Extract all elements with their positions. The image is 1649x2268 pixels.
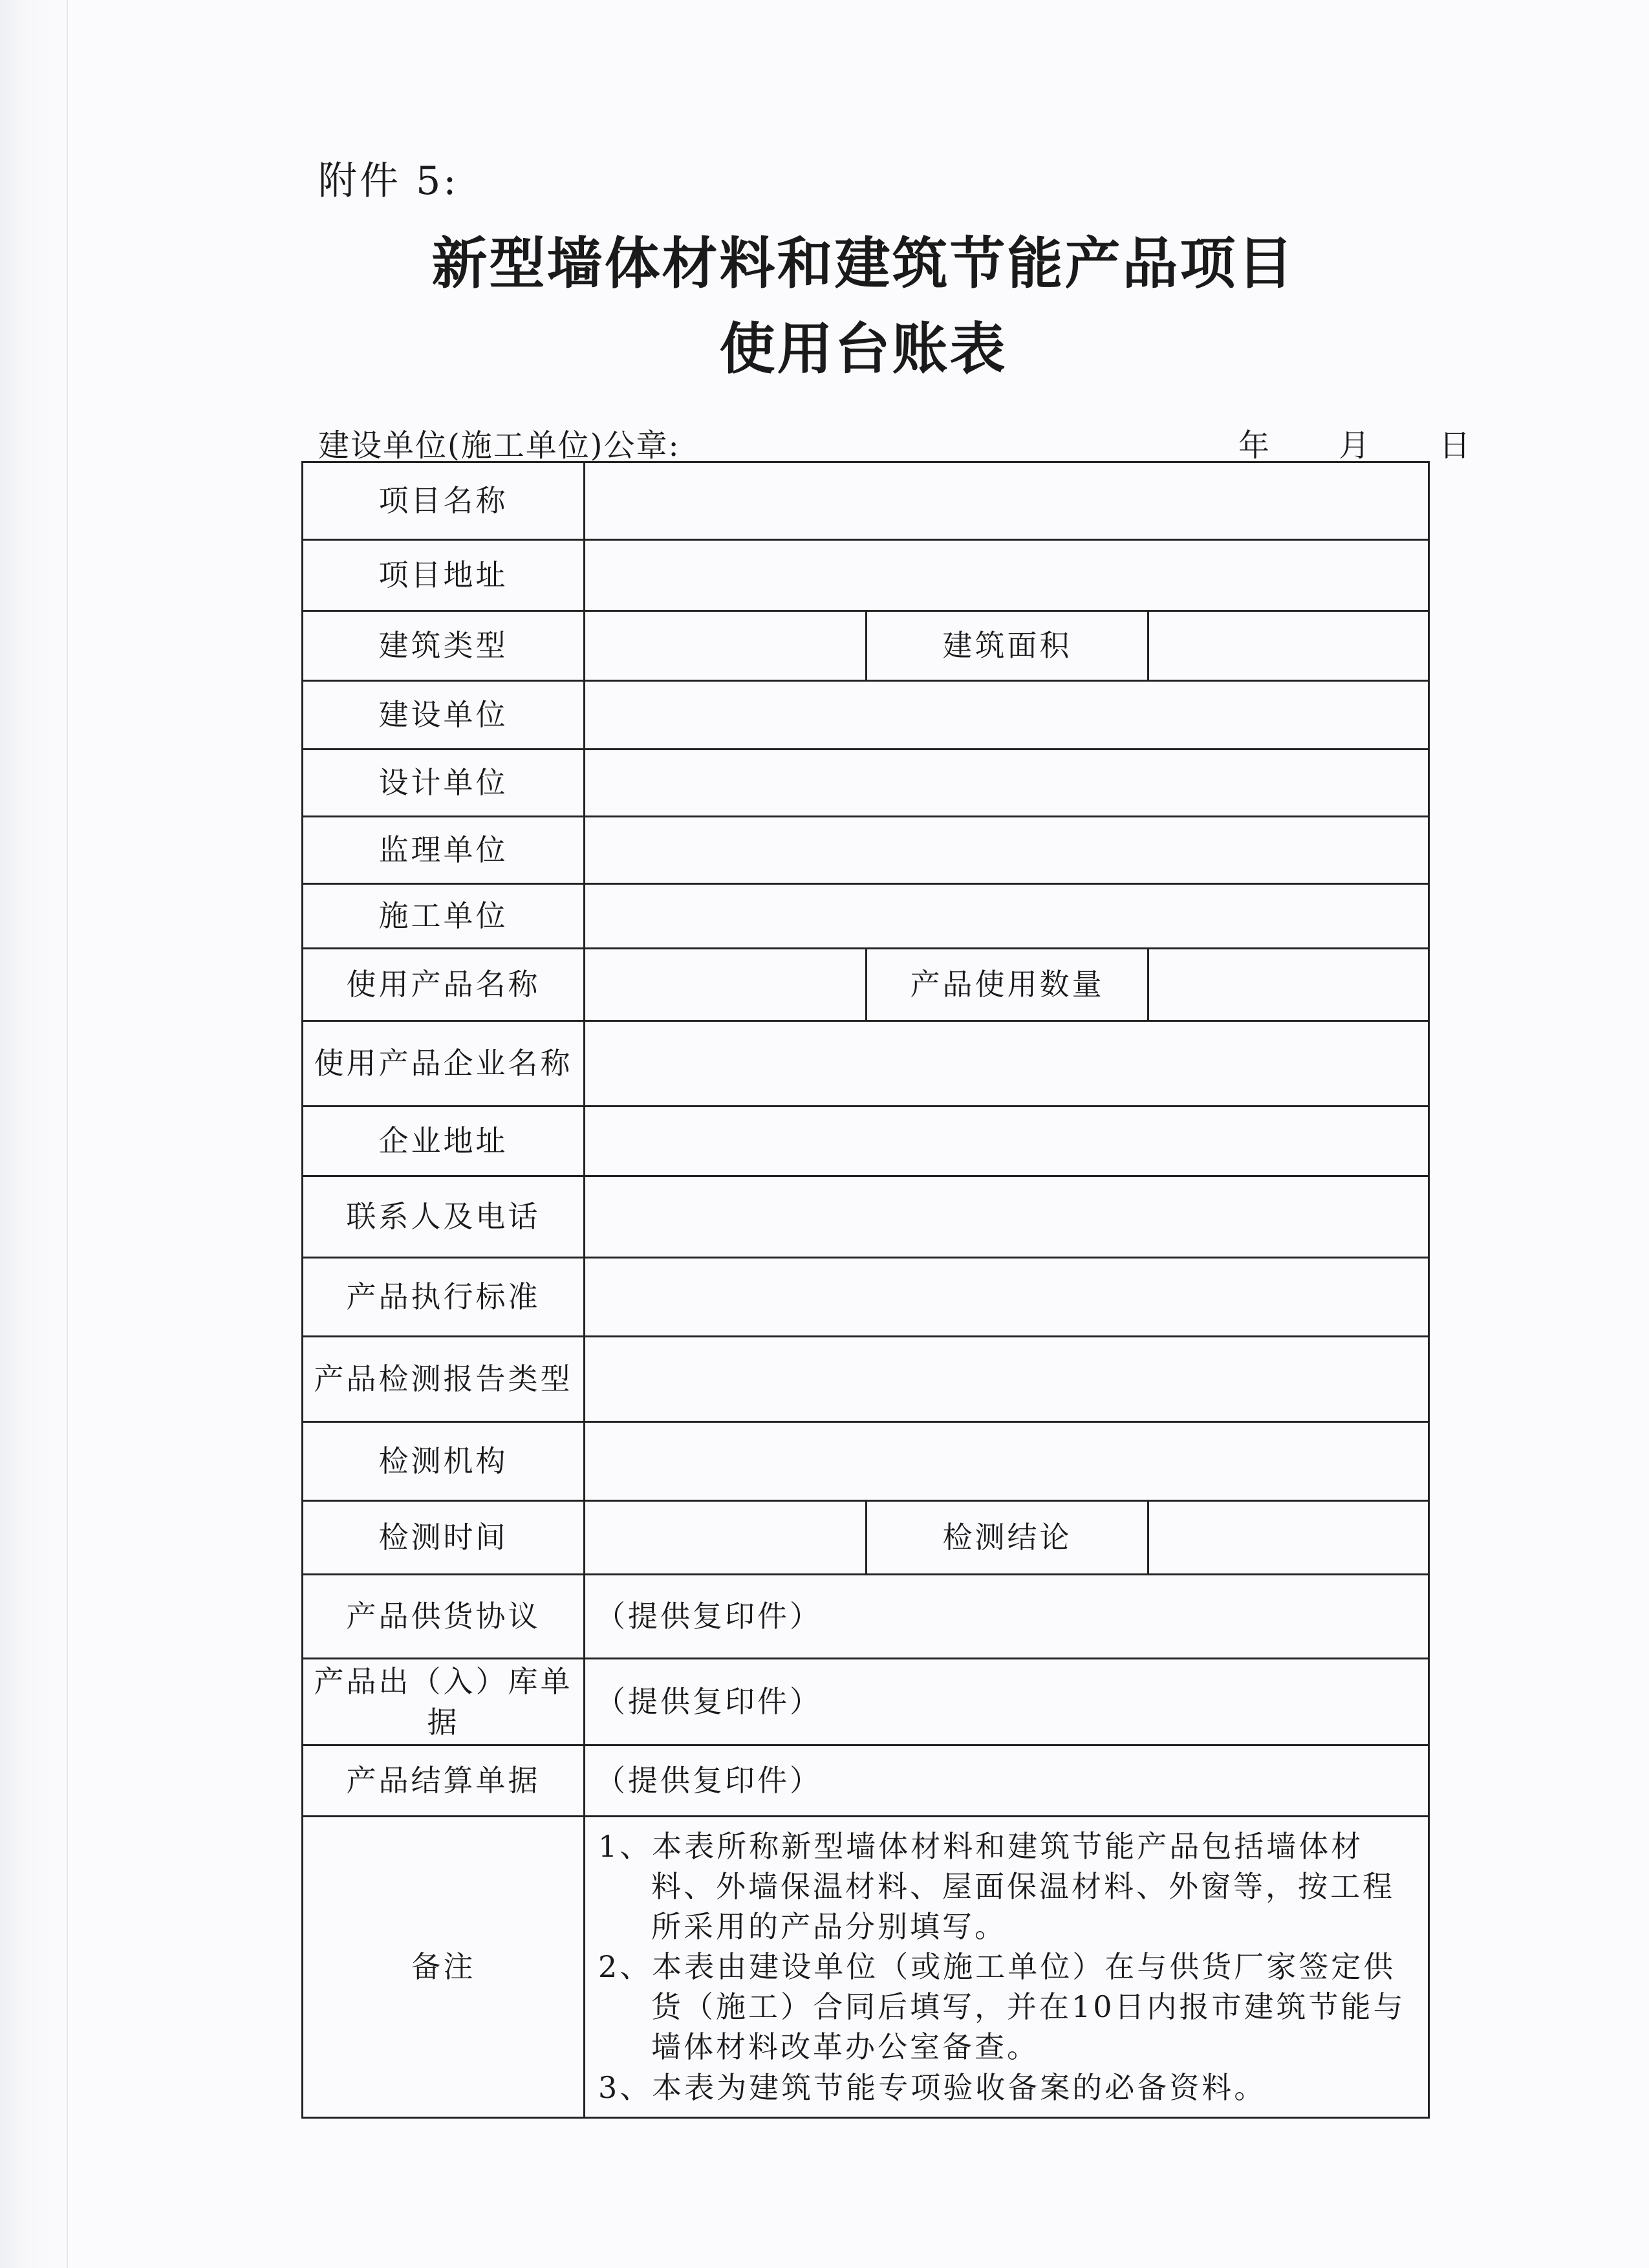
table-row: [303, 1422, 1429, 1501]
product-company-field[interactable]: [585, 1021, 1429, 1107]
row-label: 备注: [303, 1817, 585, 2118]
standard-field[interactable]: [585, 1258, 1429, 1337]
document-title-line2: 使用台账表: [719, 316, 1008, 382]
table-row: [303, 1817, 1429, 2118]
table-row: [303, 1021, 1429, 1107]
building-type-field[interactable]: [585, 611, 867, 681]
row-label: 产品执行标准: [303, 1258, 585, 1337]
note-item: 2、本表由建设单位（或施工单位）在与供货厂家签定供货（施工）合同后填写，并在10日内报市建筑节能与墙体材料改革办公室备查。: [598, 1949, 1406, 2065]
table-row: [303, 1258, 1429, 1337]
row-label: 企业地址: [303, 1107, 585, 1176]
test-conclusion-field[interactable]: [1148, 1501, 1429, 1575]
date-year: 年: [1238, 427, 1270, 464]
row-label: 设计单位: [303, 750, 585, 817]
test-time-field[interactable]: [585, 1501, 867, 1575]
building-area-field[interactable]: [1148, 611, 1429, 681]
row-label: 项目名称: [303, 462, 585, 540]
row-label: 检测机构: [303, 1422, 585, 1501]
table-row: [303, 1337, 1429, 1422]
table-row: [303, 750, 1429, 817]
table-row: [303, 540, 1429, 611]
builder-unit-field[interactable]: [585, 884, 1429, 949]
row-label: 使用产品企业名称: [303, 1021, 585, 1107]
table-row: [303, 1745, 1429, 1817]
construction-unit-field[interactable]: [585, 681, 1429, 750]
test-agency-field[interactable]: [585, 1422, 1429, 1501]
table-row: [303, 1501, 1429, 1575]
row-label: 检测结论: [867, 1501, 1148, 1575]
date-month: 月: [1339, 427, 1370, 464]
row-label: 检测时间: [303, 1501, 585, 1575]
table-row: [303, 462, 1429, 540]
row-label: 监理单位: [303, 817, 585, 884]
table-row: [303, 681, 1429, 750]
table-row: [303, 1176, 1429, 1258]
design-unit-field[interactable]: [585, 750, 1429, 817]
product-name-field[interactable]: [585, 949, 867, 1021]
table-row: [303, 611, 1429, 681]
remarks-notes: [585, 1817, 1429, 2118]
table-row: [303, 817, 1429, 884]
note-item: 3、本表为建筑节能专项验收备案的必备资料。: [598, 2069, 1267, 2105]
row-label: 产品使用数量: [867, 949, 1148, 1021]
row-label: 产品出（入）库单据: [303, 1659, 585, 1745]
company-address-field[interactable]: [585, 1107, 1429, 1176]
row-label: 使用产品名称: [303, 949, 585, 1021]
project-address-field[interactable]: [585, 540, 1429, 611]
row-label: 产品结算单据: [303, 1745, 585, 1817]
row-label: 项目地址: [303, 540, 585, 611]
warehouse-receipt-note: （提供复印件）: [585, 1659, 1429, 1745]
row-label: 建设单位: [303, 681, 585, 750]
ledger-table: [301, 461, 1430, 2119]
product-quantity-field[interactable]: [1148, 949, 1429, 1021]
test-report-type-field[interactable]: [585, 1337, 1429, 1422]
row-label: 联系人及电话: [303, 1176, 585, 1258]
table-row: [303, 949, 1429, 1021]
row-label: 施工单位: [303, 884, 585, 949]
supply-agreement-note: （提供复印件）: [585, 1575, 1429, 1659]
contact-field[interactable]: [585, 1176, 1429, 1258]
table-row: [303, 1107, 1429, 1176]
project-name-field[interactable]: [585, 462, 1429, 540]
table-row: [303, 1575, 1429, 1659]
row-label: 建筑类型: [303, 611, 585, 681]
table-row: [303, 884, 1429, 949]
note-item: 1、本表所称新型墙体材料和建筑节能产品包括墙体材料、外墙保温材料、屋面保温材料、外窗等，按工程所采用的产品分别填写。: [598, 1829, 1395, 1945]
row-label: 产品检测报告类型: [303, 1337, 585, 1422]
supervision-unit-field[interactable]: [585, 817, 1429, 884]
date-line: [1238, 420, 1471, 465]
row-label: 产品供货协议: [303, 1575, 585, 1659]
table-row: [303, 1659, 1429, 1745]
attachment-label: 附件 5:: [318, 158, 459, 204]
date-day: 日: [1439, 427, 1471, 464]
document-title-line1: 新型墙体材料和建筑节能产品项目: [431, 231, 1295, 296]
settlement-receipt-note: （提供复印件）: [585, 1745, 1429, 1817]
seal-label: 建设单位(施工单位)公章:: [318, 427, 680, 464]
row-label: 建筑面积: [867, 611, 1148, 681]
